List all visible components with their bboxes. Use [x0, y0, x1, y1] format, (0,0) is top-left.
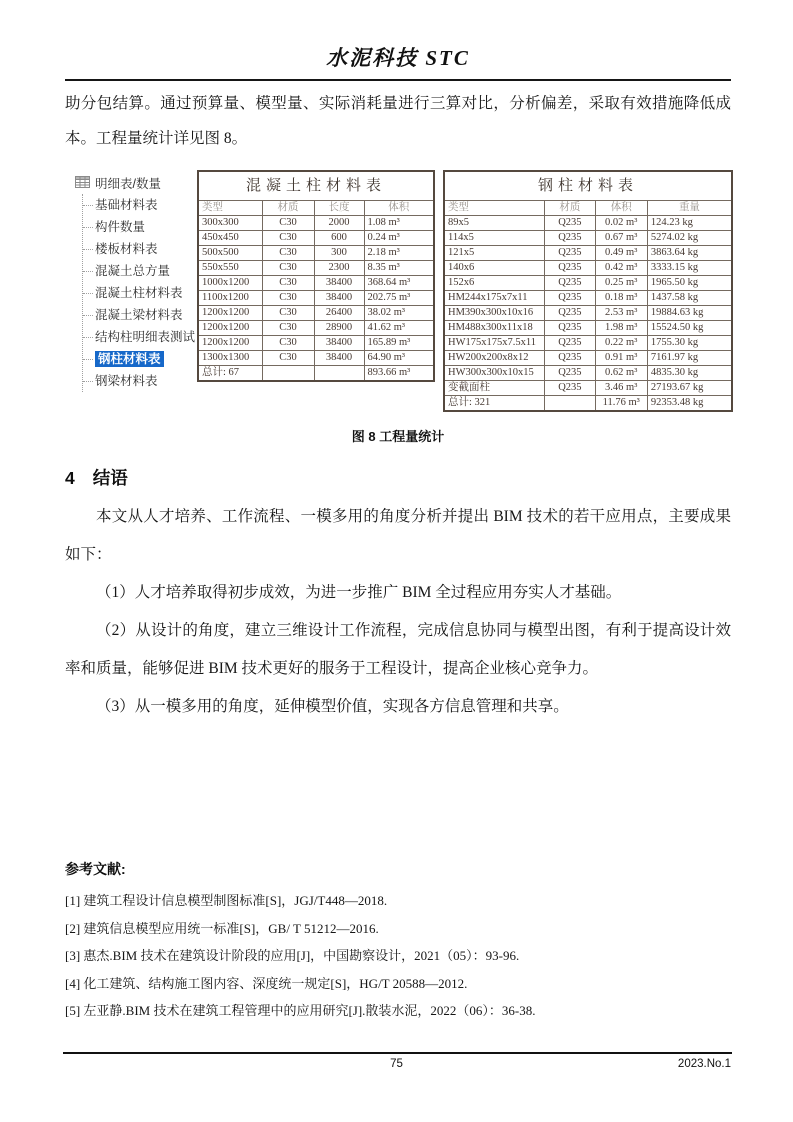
concrete-table-title: 混凝土柱材料表 [198, 171, 434, 201]
table-cell: 165.89 m³ [364, 336, 434, 351]
table-row [444, 276, 732, 291]
steel-table-header-row [444, 201, 732, 216]
table-cell: HM244x175x7x11 [444, 291, 545, 306]
table-cell: 总计: 321 [444, 396, 545, 412]
table-cell: 11.76 m³ [595, 396, 647, 412]
table-row [198, 366, 434, 382]
table-cell: 1.98 m³ [595, 321, 647, 336]
table-header-cell: 类型 [198, 201, 262, 216]
table-cell: 114x5 [444, 231, 545, 246]
table-cell: C30 [262, 306, 314, 321]
table-cell: 2000 [314, 216, 364, 231]
reference-item: [1] 建筑工程设计信息模型制图标准[S]，JGJ/T448—2018. [65, 893, 388, 908]
steel-column-table [443, 170, 733, 412]
table-cell: HM390x300x10x16 [444, 306, 545, 321]
table-cell: 38.02 m³ [364, 306, 434, 321]
tree-item-steel-column-selected: 钢柱材料表 [83, 348, 197, 370]
table-cell: 600 [314, 231, 364, 246]
table-cell [314, 366, 364, 382]
table-row [198, 231, 434, 246]
table-cell: Q235 [545, 306, 595, 321]
figure-screenshot [65, 170, 731, 420]
conclusion-block [65, 498, 731, 726]
tree-root-item [75, 172, 197, 194]
steel-table-title: 钢柱材料表 [444, 171, 732, 201]
tree-item-concrete-volume: 混凝土总方量 [83, 260, 197, 282]
table-header-cell: 体积 [595, 201, 647, 216]
table-cell: 38400 [314, 351, 364, 366]
table-cell: Q235 [545, 336, 595, 351]
table-cell: 89x5 [444, 216, 545, 231]
table-cell: 550x550 [198, 261, 262, 276]
conclusion-paragraph: （2）从设计的角度，建立三维设计工作流程，完成信息协同与模型出图，有利于提高设计效率和质量，能够促进 BIM 技术更好的服务于工程设计，提高企业核心竞争力。 [65, 622, 731, 677]
tree-item-foundation: 基础材料表 [83, 194, 197, 216]
footer-rule [63, 1052, 732, 1054]
table-cell: 8.35 m³ [364, 261, 434, 276]
section-title: 结语 [92, 468, 128, 488]
reference-item: [5] 左亚静.BIM 技术在建筑工程管理中的应用研究[J].散装水泥，2022（06）：36-38. [65, 1003, 536, 1018]
reference-item: [4] 化工建筑、结构施工图内容、深度统一规定[S]，HG/T 20588—2012. [65, 975, 468, 991]
table-cell: Q235 [545, 381, 595, 396]
table-cell: 0.25 m³ [595, 276, 647, 291]
tree-item-concrete-beam: 混凝土梁材料表 [83, 304, 197, 326]
table-cell: C30 [262, 231, 314, 246]
table-cell: 64.90 m³ [364, 351, 434, 366]
table-cell: C30 [262, 336, 314, 351]
table-cell: 140x6 [444, 261, 545, 276]
table-cell: 3.46 m³ [595, 381, 647, 396]
table-cell: 1755.30 kg [647, 336, 732, 351]
table-cell: 15524.50 kg [647, 321, 732, 336]
schedule-tree-items [82, 194, 197, 392]
table-row [198, 336, 434, 351]
table-cell [262, 366, 314, 382]
table-cell: 2.53 m³ [595, 306, 647, 321]
table-cell: Q235 [545, 291, 595, 306]
table-cell: 1000x1200 [198, 276, 262, 291]
table-cell: 0.62 m³ [595, 366, 647, 381]
tree-item-slab: 楼板材料表 [83, 238, 197, 260]
table-cell: 0.49 m³ [595, 246, 647, 261]
table-cell: 124.23 kg [647, 216, 732, 231]
table-header-cell: 重量 [647, 201, 732, 216]
table-cell: 202.75 m³ [364, 291, 434, 306]
table-row [444, 306, 732, 321]
table-header-cell: 体积 [364, 201, 434, 216]
table-row [444, 246, 732, 261]
conclusion-paragraph: 本文从人才培养、工作流程、一模多用的角度分析并提出 BIM 技术的若干应用点，主要成果如下： [65, 508, 731, 563]
table-cell: 0.02 m³ [595, 216, 647, 231]
conclusion-paragraph: （1）人才培养取得初步成效，为进一步推广 BIM 全过程应用夯实人才基础。 [96, 584, 622, 601]
table-cell: 38400 [314, 276, 364, 291]
table-cell: HW300x300x10x15 [444, 366, 545, 381]
table-row [198, 306, 434, 321]
table-cell: 3333.15 kg [647, 261, 732, 276]
table-row [198, 351, 434, 366]
page-number: 75 [390, 1058, 403, 1070]
table-header-cell: 材质 [262, 201, 314, 216]
issue-number: 2023.No.1 [677, 1058, 731, 1070]
table-row [444, 216, 732, 231]
table-cell: HW200x200x8x12 [444, 351, 545, 366]
table-cell: Q235 [545, 366, 595, 381]
schedule-tree-panel [75, 172, 197, 392]
steel-table-body [444, 216, 732, 412]
intro-paragraph: 助分包结算。通过预算量、模型量、实际消耗量进行三算对比，分析偏差，采取有效措施降低成本。工程量统计详见图 8。 [65, 95, 731, 147]
table-row [444, 381, 732, 396]
table-cell: C30 [262, 321, 314, 336]
table-cell: 92353.48 kg [647, 396, 732, 412]
table-cell: 0.24 m³ [364, 231, 434, 246]
table-cell: Q235 [545, 261, 595, 276]
table-cell: 1300x1300 [198, 351, 262, 366]
table-cell: 1.08 m³ [364, 216, 434, 231]
tree-root-label: 明细表/数量 [95, 177, 161, 191]
table-cell: Q235 [545, 351, 595, 366]
tree-item-concrete-column: 混凝土柱材料表 [83, 282, 197, 304]
table-cell: Q235 [545, 246, 595, 261]
table-cell: 1200x1200 [198, 306, 262, 321]
table-header-cell: 类型 [444, 201, 545, 216]
table-cell: 893.66 m³ [364, 366, 434, 382]
table-cell: 152x6 [444, 276, 545, 291]
table-cell: 121x5 [444, 246, 545, 261]
table-cell: 0.18 m³ [595, 291, 647, 306]
table-cell: C30 [262, 246, 314, 261]
table-cell: 38400 [314, 291, 364, 306]
table-row [444, 336, 732, 351]
references-section [65, 859, 731, 1025]
table-cell: C30 [262, 276, 314, 291]
section-number: 4 [65, 468, 75, 488]
table-cell: 28900 [314, 321, 364, 336]
tree-item-steel-beam: 钢梁材料表 [83, 370, 197, 392]
table-cell: C30 [262, 261, 314, 276]
table-cell: HW175x175x7.5x11 [444, 336, 545, 351]
table-row [198, 246, 434, 261]
table-cell: C30 [262, 216, 314, 231]
table-row [198, 321, 434, 336]
table-cell: 1200x1200 [198, 321, 262, 336]
tree-item-structural-column-test: 结构柱明细表测试 [83, 326, 197, 348]
table-row [198, 261, 434, 276]
table-row [444, 366, 732, 381]
table-row [198, 276, 434, 291]
table-cell: 7161.97 kg [647, 351, 732, 366]
steel-table-title-row [444, 171, 732, 201]
concrete-table-body [198, 216, 434, 382]
table-cell: Q235 [545, 231, 595, 246]
table-row [198, 291, 434, 306]
table-cell: 3863.64 kg [647, 246, 732, 261]
reference-item: [3] 惠杰.BIM 技术在建筑设计阶段的应用[J]，中国勘察设计，2021（05）：93-96. [65, 948, 520, 963]
table-cell: C30 [262, 351, 314, 366]
table-cell: 4835.30 kg [647, 366, 732, 381]
table-cell: HM488x300x11x18 [444, 321, 545, 336]
figure-caption: 图 8 工程量统计 [351, 429, 445, 444]
references-heading: 参考文献: [65, 861, 126, 877]
concrete-table-title-row [198, 171, 434, 201]
table-row [444, 396, 732, 412]
references-list [65, 887, 731, 1025]
concrete-column-table [197, 170, 433, 382]
table-cell: C30 [262, 291, 314, 306]
table-cell: 1437.58 kg [647, 291, 732, 306]
table-cell: 27193.67 kg [647, 381, 732, 396]
table-cell: 368.64 m³ [364, 276, 434, 291]
table-cell: 2300 [314, 261, 364, 276]
table-cell: 1100x1200 [198, 291, 262, 306]
table-cell: 19884.63 kg [647, 306, 732, 321]
table-cell: Q235 [545, 321, 595, 336]
table-cell: 26400 [314, 306, 364, 321]
table-row [198, 216, 434, 231]
table-cell [545, 396, 595, 412]
table-row [444, 261, 732, 276]
table-row [444, 321, 732, 336]
journal-title: 水泥科技 STC [326, 46, 470, 70]
reference-item: [2] 建筑信息模型应用统一标准[S]，GB/ T 51212—2016. [65, 920, 379, 936]
table-grid-icon [75, 176, 90, 191]
table-cell: 41.62 m³ [364, 321, 434, 336]
conclusion-paragraph: （3）从一模多用的角度，延伸模型价值，实现各方信息管理和共享。 [96, 698, 569, 715]
table-cell: 5274.02 kg [647, 231, 732, 246]
table-header-cell: 长度 [314, 201, 364, 216]
table-cell: 450x450 [198, 231, 262, 246]
table-cell: 变截面柱 [444, 381, 545, 396]
table-cell: 38400 [314, 336, 364, 351]
table-cell: 500x500 [198, 246, 262, 261]
table-cell: Q235 [545, 276, 595, 291]
table-row [444, 231, 732, 246]
table-header-cell: 材质 [545, 201, 595, 216]
table-cell: 300 [314, 246, 364, 261]
table-row [444, 291, 732, 306]
table-cell: 0.91 m³ [595, 351, 647, 366]
table-cell: 0.22 m³ [595, 336, 647, 351]
concrete-table-header-row [198, 201, 434, 216]
table-cell: 1965.50 kg [647, 276, 732, 291]
table-cell: 2.18 m³ [364, 246, 434, 261]
header-rule [65, 79, 731, 81]
table-cell: Q235 [545, 216, 595, 231]
section-heading [65, 465, 731, 490]
table-row [444, 351, 732, 366]
table-cell: 1200x1200 [198, 336, 262, 351]
table-cell: 总计: 67 [198, 366, 262, 382]
table-cell: 300x300 [198, 216, 262, 231]
table-cell: 0.67 m³ [595, 231, 647, 246]
table-cell: 0.42 m³ [595, 261, 647, 276]
tree-item-component-count: 构件数量 [83, 216, 197, 238]
